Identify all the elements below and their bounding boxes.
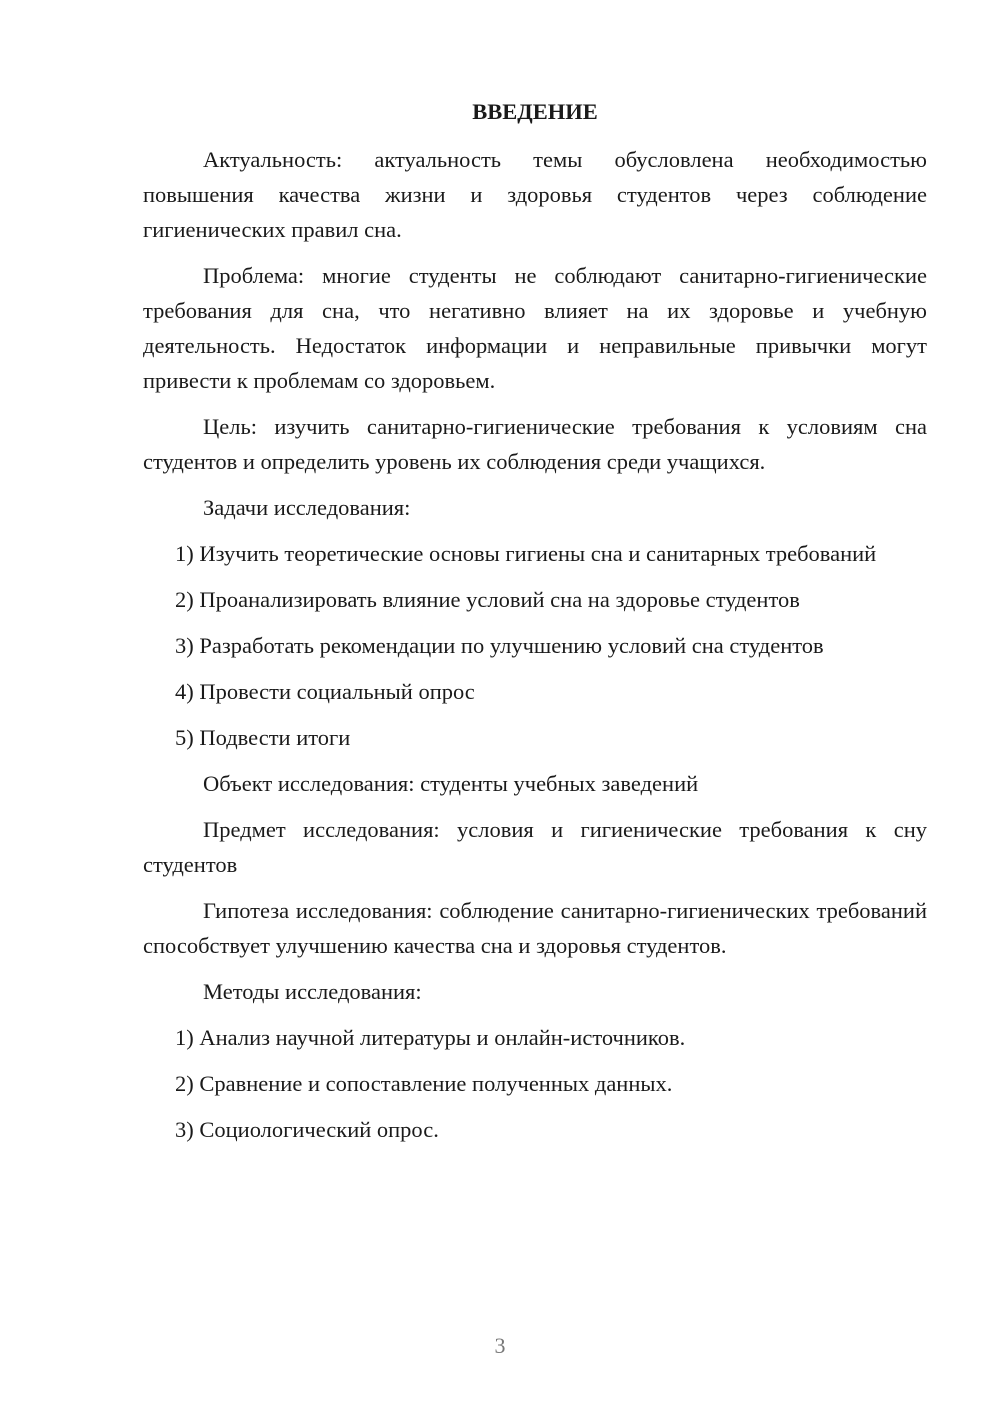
subject-paragraph: Предмет исследования: условия и гигиенические требования к сну студентов	[143, 817, 927, 877]
method-item: 2) Сравнение и сопоставление полученных данных.	[175, 1071, 673, 1096]
methods-heading: Методы исследования:	[203, 979, 422, 1004]
method-item: 1) Анализ научной литературы и онлайн-источников.	[175, 1025, 686, 1050]
method-item: 3) Социологический опрос.	[175, 1117, 439, 1142]
document-page	[143, 94, 927, 1158]
page-number: 3	[494, 1333, 506, 1358]
task-item: 4) Провести социальный опрос	[175, 679, 475, 704]
task-item: 1) Изучить теоретические основы гигиены сна и санитарных требований	[175, 541, 877, 566]
problem-paragraph: Проблема: многие студенты не соблюдают санитарно-гигиенические требования для сна, что негативно влияет на их здоровье и учебную деятельность. Недостаток информации и неправильные привычки могут привести к проблемам со здоровьем.	[143, 263, 927, 393]
task-item: 3) Разработать рекомендации по улучшению условий сна студентов	[175, 633, 824, 658]
task-item: 5) Подвести итоги	[175, 725, 351, 750]
section-title: ВВЕДЕНИЕ	[472, 99, 598, 124]
relevance-paragraph: Актуальность: актуальность темы обусловлена необходимостью повышения качества жизни и здоровья студентов через соблюдение гигиенических правил сна.	[143, 147, 927, 242]
tasks-heading: Задачи исследования:	[203, 495, 411, 520]
hypothesis-paragraph: Гипотеза исследования: соблюдение санитарно-гигиенических требований способствует улучшению качества сна и здоровья студентов.	[143, 898, 927, 958]
task-item: 2) Проанализировать влияние условий сна на здоровье студентов	[175, 587, 800, 612]
object-paragraph: Объект исследования: студенты учебных заведений	[203, 771, 699, 796]
goal-paragraph: Цель: изучить санитарно-гигиенические требования к условиям сна студентов и определить уровень их соблюдения среди учащихся.	[143, 414, 927, 474]
